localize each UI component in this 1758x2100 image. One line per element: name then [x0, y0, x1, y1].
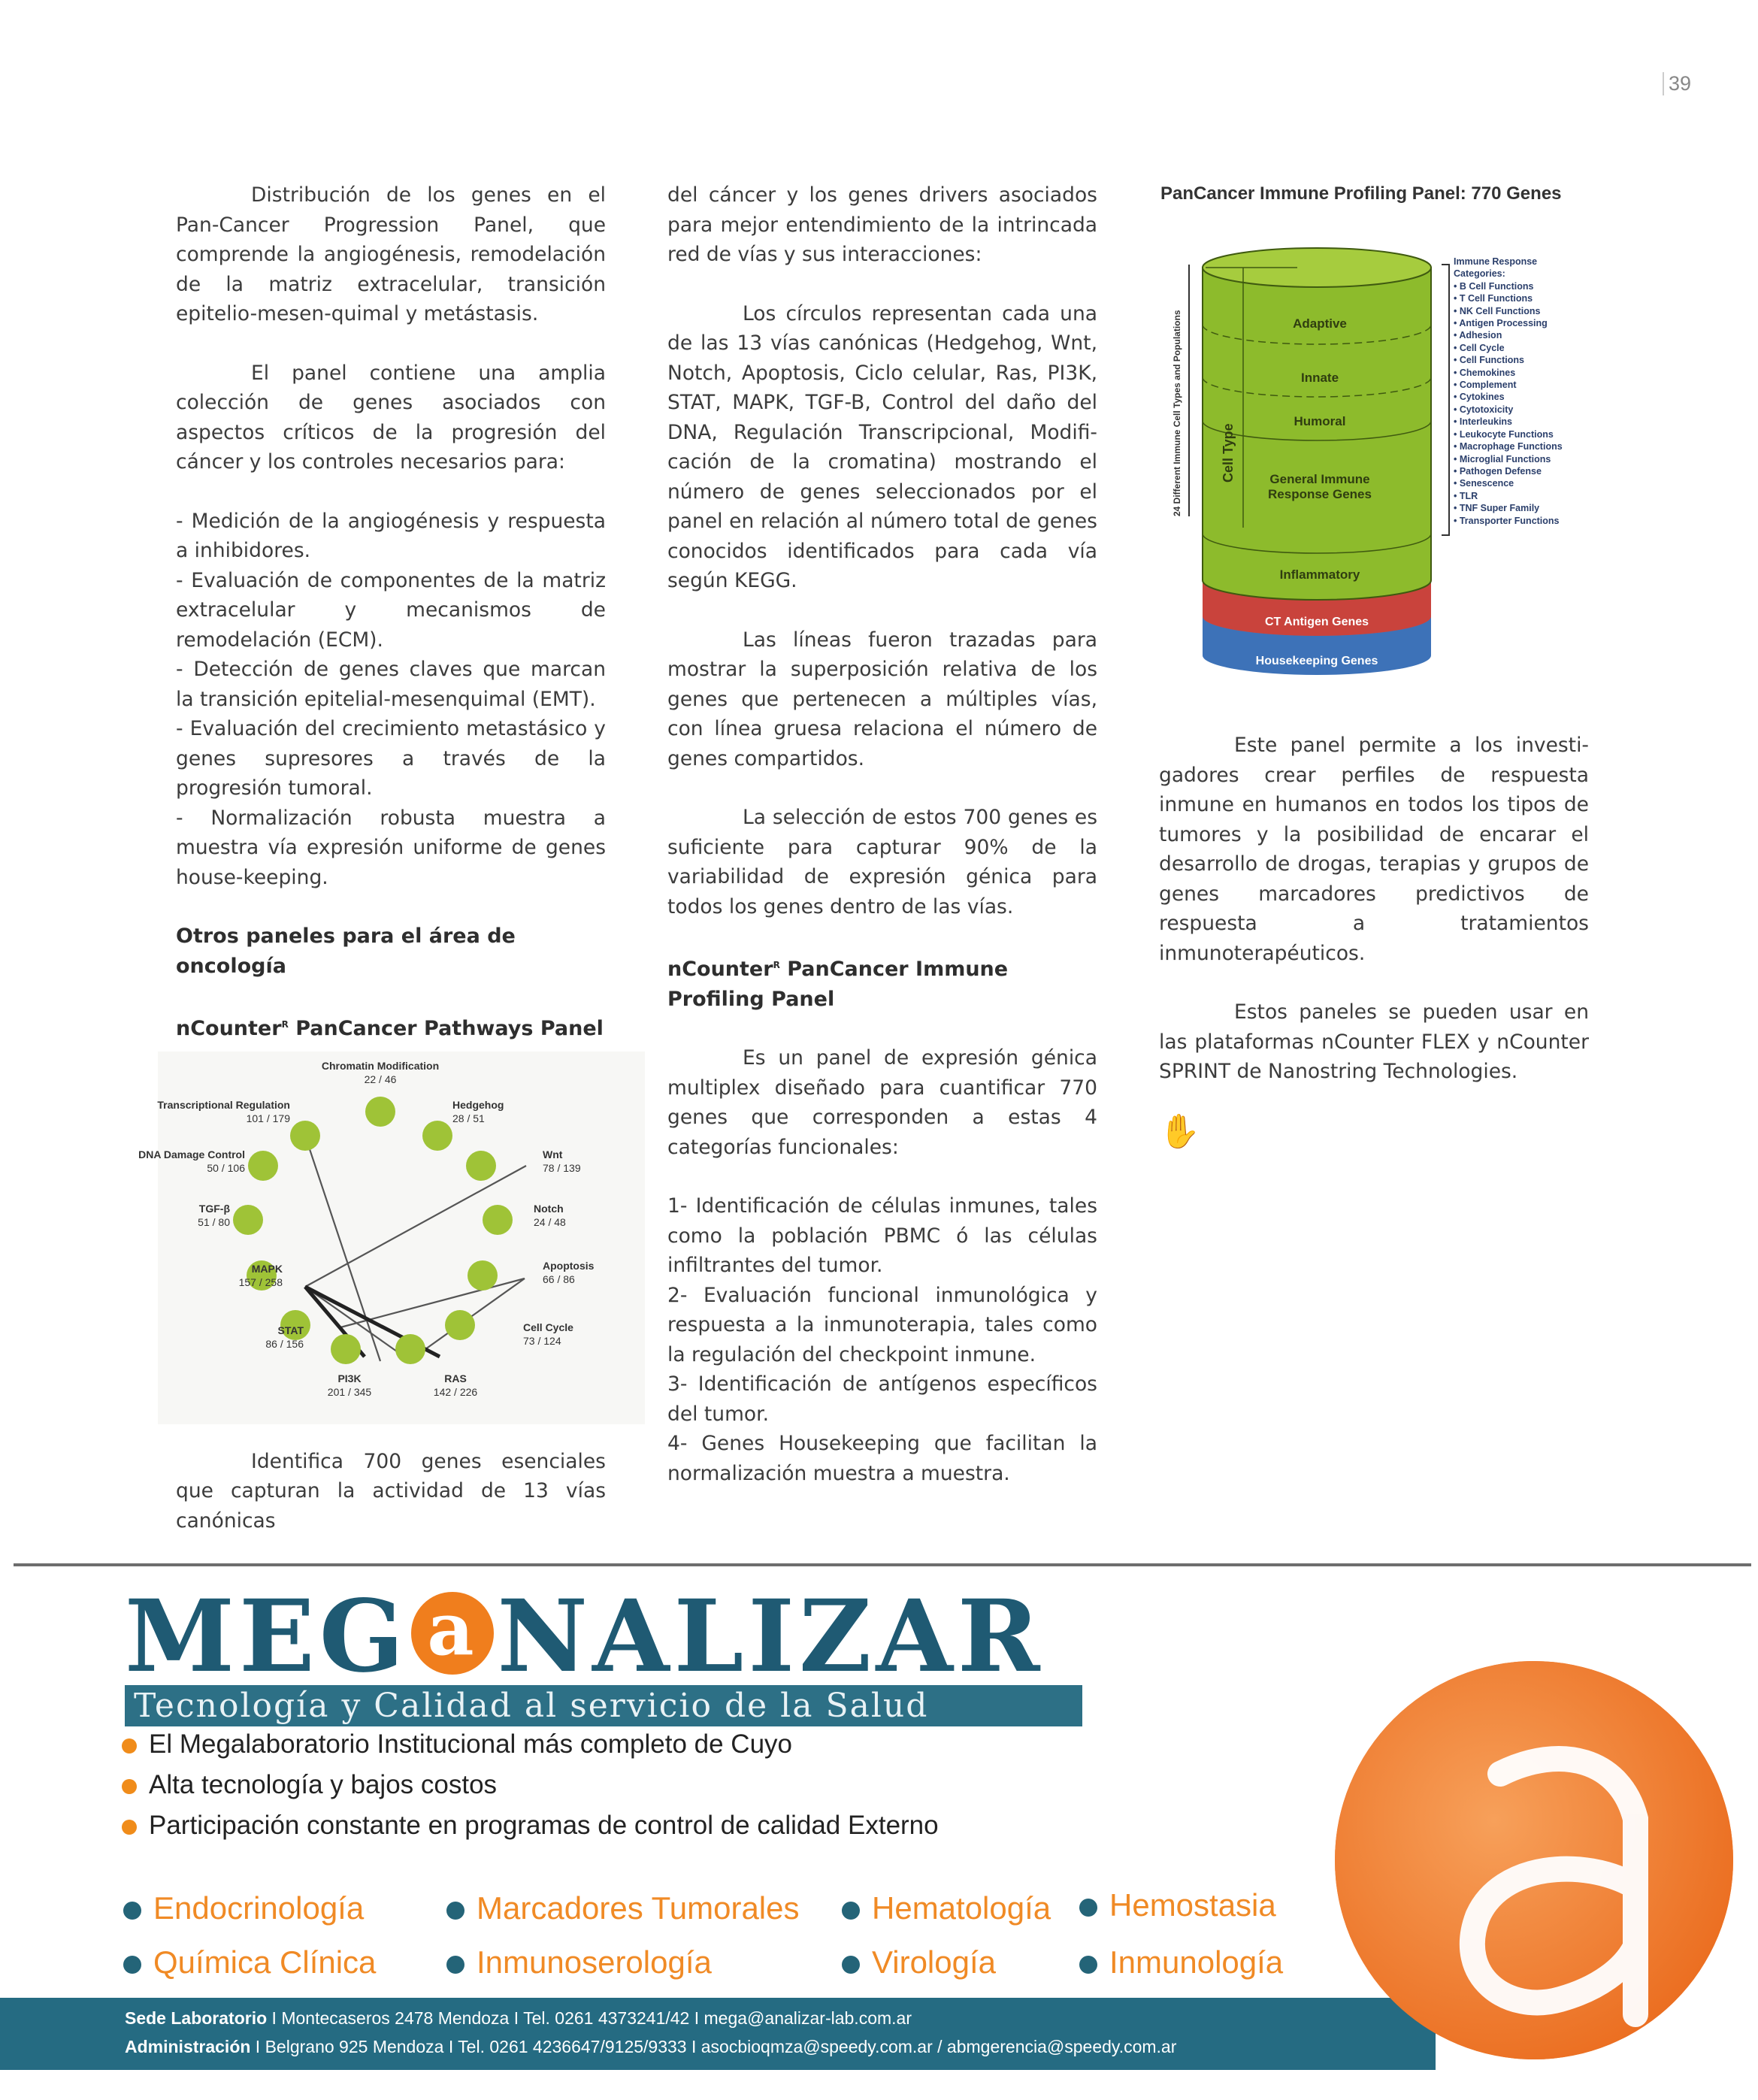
count-wnt: 78 / 139 — [543, 1161, 581, 1174]
layer-innate: Innate — [1300, 371, 1339, 385]
category-item: • Complement — [1454, 380, 1517, 391]
label-dna: DNA Damage Control — [138, 1148, 245, 1160]
node-dna-damage — [248, 1151, 278, 1181]
category-item: • Macrophage Functions — [1454, 441, 1563, 452]
label-apoptosis: Apoptosis — [543, 1259, 595, 1272]
list-item: 4- Genes Housekeeping que facilitan la normalización muestra a muestra. — [667, 1432, 1097, 1485]
category-item: • Microglial Functions — [1454, 453, 1551, 464]
list-item: - Detección de genes claves que marcan la transición epitelial-mesenquimal (EMT). — [176, 658, 606, 711]
count-ras: 142 / 226 — [433, 1385, 478, 1398]
specialty-item: Inmunoserología — [446, 1947, 712, 1978]
layer-adaptive: Adaptive — [1293, 316, 1347, 331]
node-wnt — [466, 1151, 496, 1181]
column-2 — [667, 180, 1097, 1488]
page-number: 39 — [1663, 72, 1691, 95]
hand-icon: ✋ — [1159, 1112, 1200, 1151]
category-item: • Cell Functions — [1454, 355, 1524, 366]
specialty-item: Endocrinología — [123, 1893, 364, 1924]
label-mapk: MAPK — [251, 1262, 283, 1275]
node-ras — [395, 1334, 425, 1364]
node-hedgehog — [422, 1121, 452, 1151]
divider — [14, 1563, 1751, 1566]
paragraph: La selección de estos 700 genes es suficiente para capturar 90% de la variabilidad de expresión génica para todos los genes dentro de las vías. — [667, 806, 1097, 918]
count-pi3k: 201 / 345 — [327, 1385, 372, 1398]
list-item: 3- Identificación de antígenos específicos del tumor. — [667, 1372, 1097, 1426]
node-tgfb — [233, 1205, 263, 1235]
layer-housekeeping: Housekeeping Genes — [1255, 655, 1378, 667]
category-item: • Transporter Functions — [1454, 515, 1560, 526]
section-heading: Otros paneles para el área de oncología — [176, 924, 516, 978]
specialty-item: Inmunología — [1079, 1947, 1283, 1978]
category-item: • Cytotoxicity — [1454, 404, 1514, 415]
label-cellcycle: Cell Cycle — [523, 1321, 573, 1333]
node-pi3k — [331, 1334, 361, 1364]
specialty-item: Hematología — [842, 1893, 1051, 1924]
paragraph: Identifica 700 genes esenciales que capturan la actividad de 13 vías canónicas — [176, 1449, 606, 1533]
category-item: • TLR — [1454, 490, 1478, 501]
label-tgfb: TGF-β — [198, 1202, 230, 1215]
meganalizar-logo: MEG a NALIZAR Tecnología y Calidad al servicio de la Salud — [125, 1587, 1082, 1726]
label-notch: Notch — [534, 1202, 564, 1215]
column-3 — [1159, 174, 1589, 1151]
footer-address-admin: Administración I Belgrano 925 Mendoza I Tel. 0261 4236647/9125/9333 I asocbioqmza@speedy.com.ar / abmgerencia@speedy.com.ar — [125, 2037, 1177, 2056]
column-1 — [138, 180, 606, 1565]
paragraph: El panel contiene una amplia colección de genes asociados con aspectos críticos de la progresión del cáncer y los controles necesarios para: — [176, 361, 606, 474]
count-cellcycle: 73 / 124 — [523, 1334, 561, 1347]
list-item: - Normalización robusta muestra a muestra vía expresión uniforme de genes house-keeping. — [176, 806, 606, 889]
node-chromatin — [365, 1097, 395, 1127]
label-transcriptional: Transcriptional Regulation — [157, 1098, 290, 1111]
panel-heading: nCounter$^R$ PanCancer Pathways Panel — [176, 1017, 604, 1040]
category-item: • Adhesion — [1454, 330, 1502, 341]
category-item: • Cell Cycle — [1454, 342, 1505, 353]
paragraph: Este panel permite a los investi-gadores crear perfiles de respuesta inmune en humanos en todos los tipos de tumores y la posibilidad de encarar el desarrollo de drogas, terapias y grupos de genes marcadores predictivos de respuesta a tratamientos inmunoterapéuticos. — [1159, 734, 1589, 965]
category-item: • Leukocyte Functions — [1454, 428, 1554, 440]
count-dna: 50 / 106 — [207, 1161, 245, 1174]
paragraph: Es un panel de expresión génica multiplex diseñado para cuantificar 770 genes que corresponden a estas 4 categorías funcionales: — [667, 1046, 1097, 1159]
ad-bullets — [122, 1724, 939, 1846]
figure-title: PanCancer Immune Profiling Panel: 770 Genes — [1160, 183, 1562, 204]
count-mapk: 157 / 258 — [238, 1275, 283, 1288]
category-item: • Cytokines — [1454, 392, 1505, 403]
paragraph: Los círculos representan cada una de las 13 vías canónicas (Hedgehog, Wnt, Notch, Apoptosis, Ciclo celular, Ras, PI3K, STAT, MAPK, TGF-B, Control del daño del DNA, Regulación Transcripcional, Modifi-cación de la cromatina) mostrando el número de genes seleccionados por el panel en relación al número total de genes conocidos identificados para cada vía según KEGG. — [667, 301, 1097, 592]
count-stat: 86 / 156 — [265, 1337, 304, 1350]
category-item: • Chemokines — [1454, 367, 1516, 378]
count-transcriptional: 101 / 179 — [246, 1112, 290, 1124]
pathways-figure — [138, 1052, 645, 1424]
paragraph: Estos paneles se pueden usar en las plataformas nCounter FLEX y nCounter SPRINT de Nanostring Technologies. — [1159, 1000, 1589, 1083]
list-item: 2- Evaluación funcional inmunológica y respuesta a la inmunoterapia, tales como la regulación del checkpoint inmune. — [667, 1283, 1097, 1366]
list-item: 1- Identificación de células inmunes, tales como la población PBMC ó las células infiltrantes del tumor. — [667, 1194, 1097, 1277]
layer-humoral: Humoral — [1294, 414, 1346, 428]
list-item: Participación constante en programas de control de calidad Externo — [122, 1805, 939, 1846]
list-item: - Evaluación de componentes de la matriz extracelular y mecanismos de remodelación (ECM). — [176, 568, 606, 652]
tagline: Tecnología y Calidad al servicio de la Salud — [125, 1685, 1082, 1726]
footer-address-lab: Sede Laboratorio I Montecaseros 2478 Mendoza I Tel. 0261 4373241/42 I mega@analizar-lab.com.ar — [125, 2008, 912, 2028]
side-label: 24 Different Immune Cell Types and Populations — [1172, 310, 1182, 516]
specialty-item: Marcadores Tumorales — [446, 1893, 800, 1924]
count-chromatin: 22 / 46 — [364, 1073, 397, 1085]
specialty-item: Virología — [842, 1947, 996, 1978]
category-item: • T Cell Functions — [1454, 293, 1533, 304]
layer-general: General Immune Response Genes — [1268, 472, 1372, 501]
category-item: • NK Cell Functions — [1454, 305, 1541, 316]
count-tgfb: 51 / 80 — [198, 1215, 230, 1228]
category-item: • Antigen Processing — [1454, 318, 1548, 329]
logo-circle — [1335, 1661, 1733, 2059]
label-pi3k: PI3K — [337, 1372, 362, 1384]
label-wnt: Wnt — [543, 1148, 563, 1160]
label-hedgehog: Hedgehog — [452, 1098, 504, 1111]
layer-ct-antigen: CT Antigen Genes — [1264, 616, 1369, 628]
specialty-item: Hemostasia — [1079, 1890, 1276, 1921]
a-letter-icon — [1335, 1661, 1733, 2059]
category-item: • Interleukins — [1454, 416, 1513, 428]
paragraph: Las líneas fueron trazadas para mostrar la superposición relativa de los genes que pertenecen a múltiples vías, con línea gruesa relaciona el número de genes compartidos. — [667, 628, 1097, 770]
category-item: • B Cell Functions — [1454, 280, 1534, 292]
count-notch: 24 / 48 — [534, 1215, 566, 1228]
label-ras: RAS — [444, 1372, 467, 1384]
paragraph: Distribución de los genes en el Pan-Cancer Progression Panel, que comprende la angiogénesis, remodelación de la matriz extracelular, transición epitelio-mesen-quimal y metástasis. — [176, 183, 606, 325]
list-item: Alta tecnología y bajos costos — [122, 1765, 939, 1805]
node-notch — [483, 1205, 513, 1235]
list-item: - Evaluación del crecimiento metastásico y genes supresores a través de la progresión tumoral. — [176, 717, 606, 800]
count-apoptosis: 66 / 86 — [543, 1272, 575, 1285]
category-list — [1454, 280, 1589, 527]
category-item: • Pathogen Defense — [1454, 465, 1542, 477]
panel-heading: nCounter$^R$ PanCancer Immune Profiling Panel — [667, 958, 1009, 1011]
category-item: • Senescence — [1454, 478, 1514, 489]
list-item: - Medición de la angiogénesis y respuesta a inhibidores. — [176, 509, 606, 562]
list-item: El Megalaboratorio Institucional más completo de Cuyo — [122, 1724, 939, 1765]
category-item: • TNF Super Family — [1454, 503, 1540, 514]
paragraph: del cáncer y los genes drivers asociados para mejor entendimiento de la intrincada red de vías y sus interacciones: — [667, 183, 1097, 266]
immune-profiling-figure — [1154, 174, 1590, 701]
cell-type-label: Cell Type — [1221, 423, 1236, 483]
specialty-item: Química Clínica — [123, 1947, 376, 1978]
label-stat: STAT — [277, 1324, 304, 1336]
node-cellcycle — [445, 1310, 475, 1340]
node-transcriptional — [290, 1121, 320, 1151]
label-chromatin: Chromatin Modification — [321, 1059, 440, 1072]
node-apoptosis — [467, 1260, 498, 1291]
layer-inflammatory: Inflammatory — [1279, 567, 1360, 582]
categories-title: Immune Response Categories: — [1454, 256, 1538, 280]
count-hedgehog: 28 / 51 — [452, 1112, 485, 1124]
